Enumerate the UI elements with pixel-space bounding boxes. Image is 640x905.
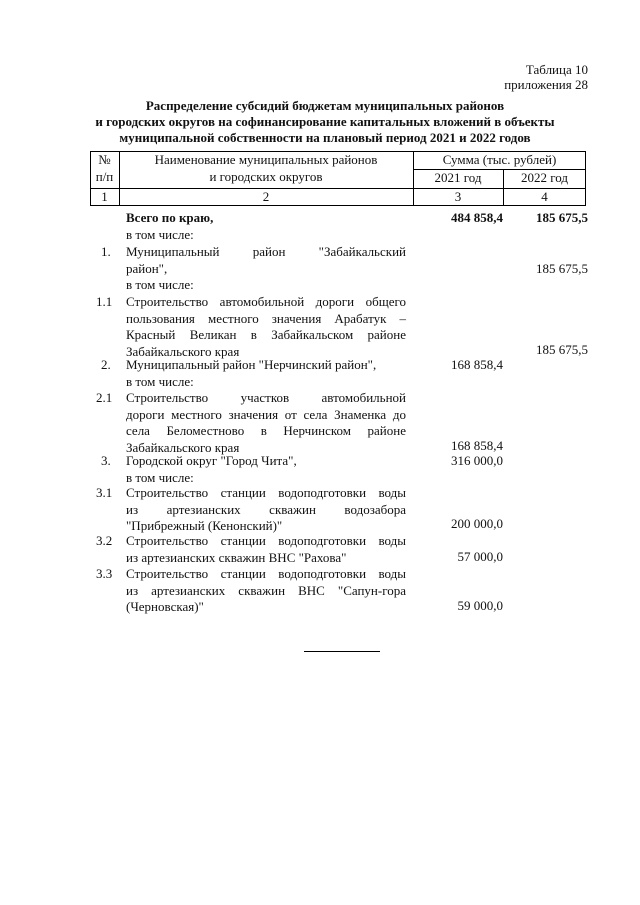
row-name-line: из артезианских скважин ВНС "Сапун-гора <box>126 582 406 598</box>
col-header-no-sub: п/п <box>95 169 114 184</box>
row-name <box>126 357 406 390</box>
row-name-line: из артезианских скважин ВНС "Рахова" <box>126 549 347 565</box>
row-name-line: в том числе: <box>126 277 194 293</box>
row-value-2021: 200 000,0 <box>451 516 503 531</box>
row-name-line: Строительство станции водоподготовки воды <box>126 485 406 500</box>
row-name <box>126 566 406 616</box>
title-line: муниципальной собственности на плановый период 2021 и 2022 годов <box>119 130 531 145</box>
row-name <box>126 294 406 360</box>
row-name-line: Забайкальского края <box>126 439 240 455</box>
row-index: 1.1 <box>96 294 113 309</box>
row-name-line: Красный Великан в Забайкальском районе <box>126 327 406 343</box>
row-index: 3. <box>101 453 111 468</box>
total-label: Всего по краю, <box>126 210 214 225</box>
row-name <box>126 453 406 486</box>
row-value-2022: 185 675,5 <box>536 342 588 357</box>
row-value-2022: 185 675,5 <box>536 261 588 276</box>
row-index: 2. <box>101 357 111 372</box>
col-header-name: Наименование муниципальных районов <box>154 152 378 167</box>
row-name <box>126 533 406 566</box>
row-name-line: Строительство станции водоподготовки воды <box>126 566 406 581</box>
row-name-line: дороги местного значения от села Знаменка до <box>126 406 406 422</box>
row-name <box>126 485 406 535</box>
row-name-line: в том числе: <box>126 373 194 389</box>
col-header-no: № <box>98 152 111 167</box>
table-number: Таблица 10 <box>525 62 588 77</box>
total-2021: 484 858,4 <box>451 210 503 225</box>
row-name-line: из артезианских скважин водозабора <box>126 501 406 517</box>
row-name-line: Муниципальный район "Забайкальский <box>126 244 406 259</box>
total-2022: 185 675,5 <box>536 210 588 225</box>
row-index: 1. <box>101 244 111 259</box>
row-name-line: пользования местного значения Арабатук – <box>126 310 406 326</box>
row-index: 2.1 <box>96 390 113 405</box>
title-line: Распределение субсидий бюджетам муниципальных районов <box>145 98 505 113</box>
row-name-line: в том числе: <box>126 469 194 485</box>
row-name-line: Забайкальского края <box>126 343 240 359</box>
row-value-2021: 316 000,0 <box>451 453 503 468</box>
row-value-2021: 59 000,0 <box>457 598 503 613</box>
row-name-line: Строительство автомобильной дороги общего <box>126 294 406 309</box>
col-number-3: 3 <box>454 189 462 204</box>
including-label: в том числе: <box>126 227 194 242</box>
row-value-2021: 168 858,4 <box>451 438 503 453</box>
row-index: 3.1 <box>96 485 113 500</box>
row-value-2021: 57 000,0 <box>457 549 503 564</box>
col-number-1: 1 <box>101 189 108 204</box>
row-name-line: "Прибрежный (Кенонский)" <box>126 518 283 534</box>
row-name-line: (Черновская)" <box>126 599 204 615</box>
row-name-line: Строительство участков автомобильной <box>126 390 406 405</box>
row-index: 3.2 <box>96 533 113 548</box>
row-value-2021: 168 858,4 <box>451 357 503 372</box>
col-header-name-sub: и городских округов <box>209 169 323 184</box>
end-rule <box>304 651 380 652</box>
row-name-line: район", <box>126 260 168 276</box>
row-name-line: Городской округ "Город Чита", <box>126 453 297 468</box>
row-index: 3.3 <box>96 566 113 581</box>
title-line: и городских округов на софинансирование капитальных вложений в объекты <box>95 114 555 129</box>
row-name-line: Муниципальный район "Нерчинский район", <box>126 357 377 372</box>
col-header-sum: Сумма (тыс. рублей) <box>442 152 557 167</box>
row-name <box>126 390 406 456</box>
col-header-2022: 2022 год <box>521 170 568 185</box>
col-header-2021: 2021 год <box>434 170 482 185</box>
col-number-2: 2 <box>262 189 270 204</box>
col-number-4: 4 <box>541 189 548 204</box>
row-name-line: села Беломестново в Нерчинском районе <box>126 423 406 439</box>
appendix-reference: приложения 28 <box>504 77 588 92</box>
row-name <box>126 244 406 294</box>
document-title <box>60 98 590 146</box>
row-name-line: Строительство станции водоподготовки воды <box>126 533 406 548</box>
